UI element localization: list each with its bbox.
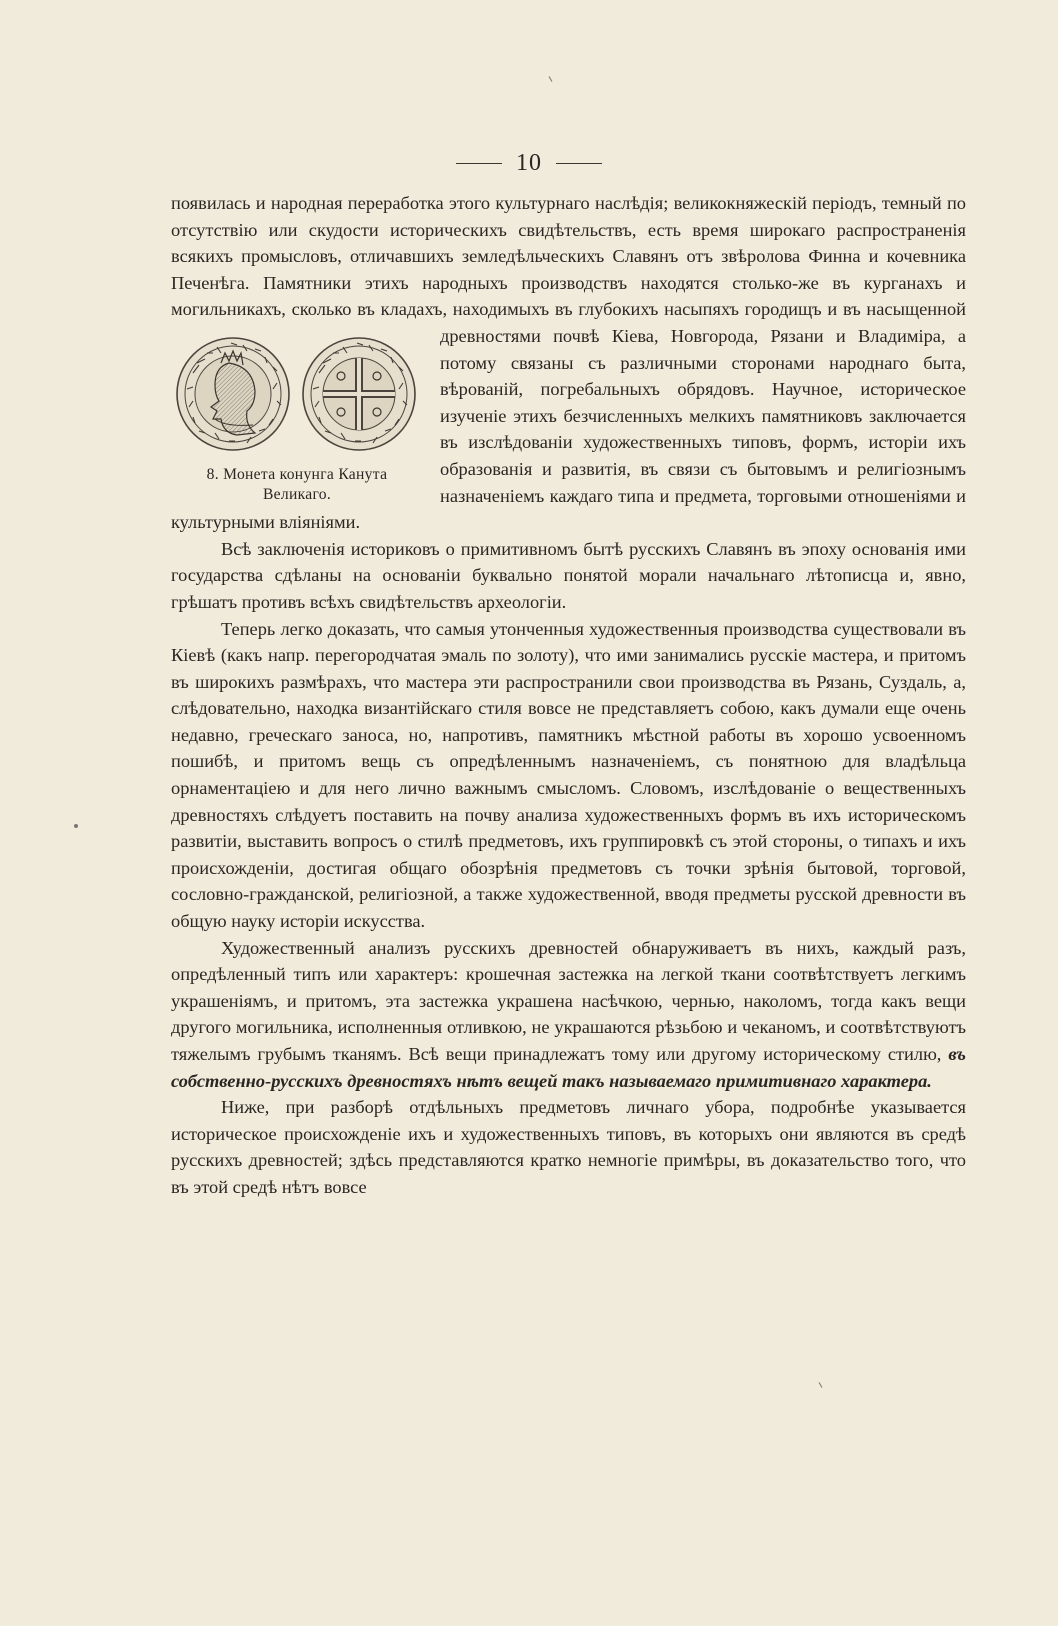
body-text bbox=[171, 190, 966, 1201]
margin-speck bbox=[74, 824, 78, 828]
paragraph-5: Ниже, при разборѣ отдѣльныхъ предметовъ личнаго убора, подробнѣе указывается историческое происхожденіе ихъ и художественныхъ типовъ, въ которыхъ они являются въ средѣ русскихъ древностей; здѣсь представляются кратко немногіе примѣры, въ доказательство того, что въ этой средѣ нѣтъ вовсе bbox=[171, 1097, 966, 1197]
page-header bbox=[0, 150, 1058, 177]
paragraph-1-continuation: потому связаны съ различными сторонами народнаго быта, вѣрованій, погребальныхъ обрядовъ. Научное, историческое изученіе этихъ безчисленныхъ мелкихъ памятниковъ заключается въ изслѣдованіи художественныхъ типовъ, формъ, исторіи ихъ образованія и развитія, въ связи съ бытовымъ и религіознымъ назначеніемъ каждаго типа и предмета, торговыми отношеніями и культурными вліяніями. bbox=[171, 352, 966, 533]
figure-caption bbox=[171, 465, 423, 505]
page-number: 10 bbox=[516, 150, 542, 176]
caption-line-2: Великаго. bbox=[262, 485, 332, 503]
header-rule-right bbox=[556, 163, 602, 164]
margin-tick-bottom bbox=[819, 1382, 823, 1388]
paragraph-2: Всѣ заключенія историковъ о примитивномъ бытѣ русскихъ Славянъ въ эпоху основанія ими государства сдѣланы на основаніи буквально понятой морали начальнаго лѣтописца и, явно, грѣшатъ противъ всѣхъ свидѣтельствъ археологіи. bbox=[171, 538, 966, 612]
paragraph-3: Теперь легко доказать, что самыя утонченныя художественныя производства существовали въ Кіевѣ (какъ напр. перегородчатая эмаль по золоту), что ими занимались русскіе мастера, и притомъ въ широкихъ размѣрахъ, что мастера эти распространили свои производства въ Рязань, Суздаль, а, слѣдовательно, находка византійскаго стиля вовсе не представляетъ собою, какъ думали еще очень недавно, греческаго заноса, но, напротивъ, памятникъ мѣстной работы въ хорошо усвоенномъ пошибѣ, и притомъ вещь съ опредѣленнымъ назначеніемъ, съ понятною для владѣльца орнаментаціею и для него лично важнымъ смысломъ. Словомъ, изслѣдованіе о вещественныхъ древностяхъ слѣдуетъ поставить на почву анализа художественныхъ формъ въ ихъ историческомъ развитіи, выставить вопросъ о стилѣ предметовъ, ихъ группировкѣ съ этой стороны, о типахъ и ихъ происхожденіи, достигая общаго обозрѣнія предметовъ съ точки зрѣнія бытовой, торговой, сословно-гражданской, религіозной, а также художественной, вводя предметы русской древности въ общую науку исторіи искусства. bbox=[171, 618, 966, 932]
margin-tick-top bbox=[549, 76, 553, 82]
header-rule-left bbox=[456, 163, 502, 164]
figure-8 bbox=[171, 323, 423, 505]
coin-obverse bbox=[177, 338, 289, 450]
coins-illustration bbox=[171, 323, 423, 465]
paragraph-4-emphasis: въ собственно-русскихъ древностяхъ нѣтъ вещей такъ называемаго примитивнаго характера. bbox=[171, 1044, 966, 1091]
paragraph-1-text: появилась и народная переработка этого культурнаго наслѣдія; великокняжескій періодъ, темный по отсутствію или скудости историческихъ свидѣтельствъ, есть время широкаго распространенія всякихъ промысловъ, отличавшихъ земледѣльческихъ Славянъ отъ звѣролова Финна и кочевника Печенѣга. Памятники этихъ народныхъ производствъ находятся столько-же въ курганахъ и могильникахъ, сколько въ кладахъ, находимыхъ въ глубокихъ насыпяхъ городищъ и въ насыщенной древностями почвѣ Кіева, Новгорода, Рязани и Владиміра, а bbox=[171, 193, 966, 346]
paragraph-1 bbox=[171, 190, 966, 536]
paragraph-4 bbox=[171, 935, 966, 1095]
paragraph-4-text: Художественный анализъ русскихъ древностей обнаруживаетъ въ нихъ, каждый разъ, опредѣленный типъ или характеръ: крошечная застежка на легкой ткани соотвѣтствуетъ легкимъ украшеніямъ, и притомъ, эта застежка украшена насѣчкою, чернью, наколомъ, тогда какъ вещи другого могильника, исполненныя отливкою, не украшаются рѣзьбою и чеканомъ, и соотвѣтствуютъ тяжелымъ грубымъ тканямъ. Всѣ вещи принадлежатъ тому или другому историческому стилю, bbox=[171, 937, 966, 1064]
caption-line-1: 8. Монета конунга Канута bbox=[206, 465, 388, 483]
coin-reverse bbox=[303, 338, 415, 450]
